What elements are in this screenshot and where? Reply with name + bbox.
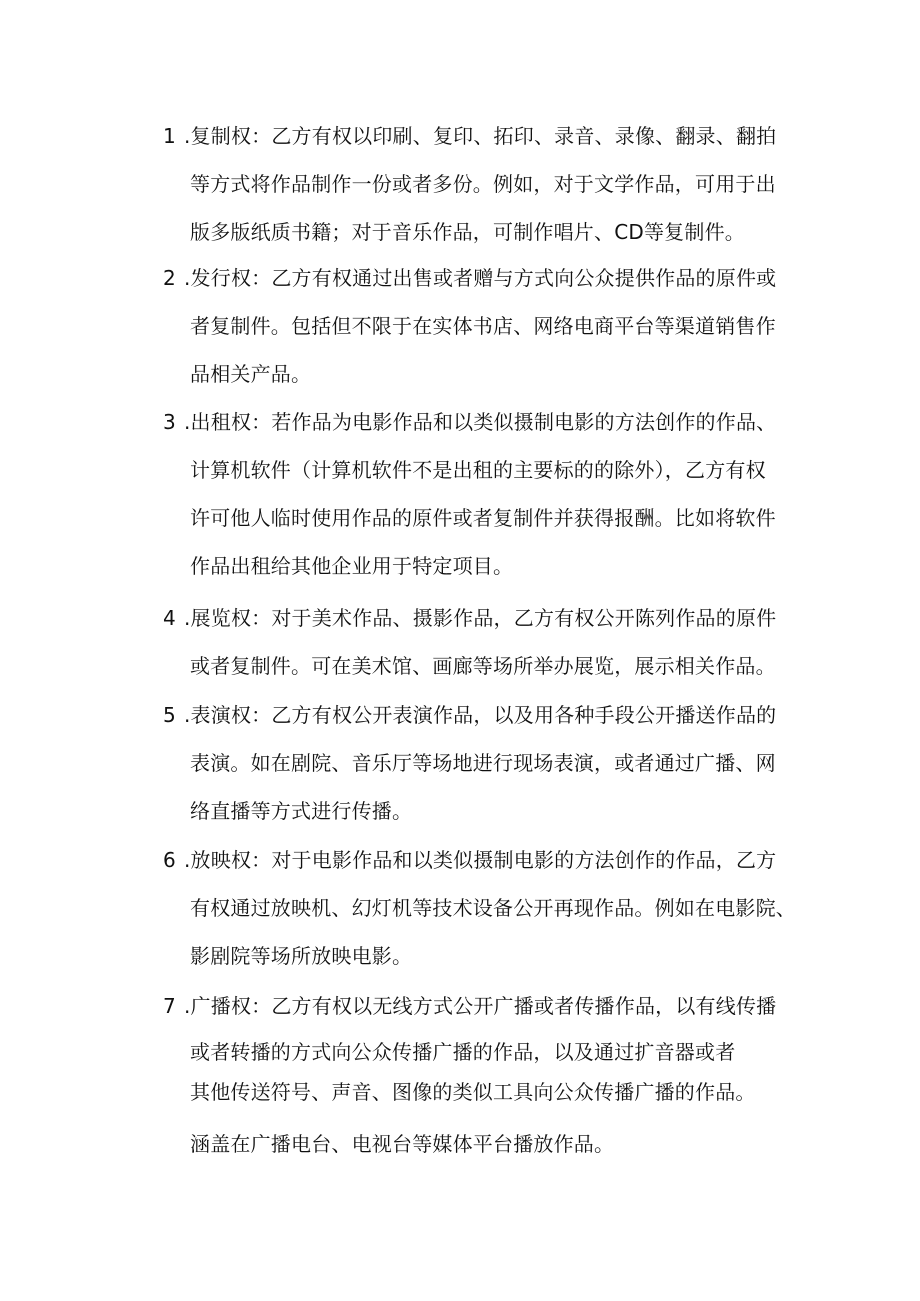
item-line: 影剧院等场所放映电影。: [190, 944, 413, 968]
item-number: 1: [163, 124, 176, 148]
item-line: 络直播等方式进行传播。: [190, 799, 413, 823]
item-line: 或者复制件。可在美术馆、画廊等场所举办展览，展示相关作品。: [190, 654, 776, 678]
item-line: 表演。如在剧院、音乐厅等场地进行现场表演，或者通过广播、网: [190, 751, 776, 775]
item-line: .广播权：乙方有权以无线方式公开广播或者传播作品，以有线传播: [184, 994, 777, 1018]
item-line: 或者转播的方式向公众传播广播的作品，以及通过扩音器或者: [190, 1040, 736, 1064]
item-number: 7: [163, 994, 176, 1018]
item-line: .复制权：乙方有权以印刷、复印、拓印、录音、录像、翻录、翻拍: [184, 124, 777, 148]
item-line: .展览权：对于美术作品、摄影作品，乙方有权公开陈列作品的原件: [184, 606, 777, 630]
item-line: 品相关产品。: [190, 362, 312, 386]
item-line: 计算机软件（计算机软件不是出租的主要标的的除外），乙方有权: [190, 458, 766, 482]
item-line: 许可他人临时使用作品的原件或者复制件并获得报酬。比如将软件: [190, 506, 776, 530]
item-line: .放映权：对于电影作品和以类似摄制电影的方法创作的作品，乙方: [184, 848, 777, 872]
item-number: 3: [163, 410, 176, 434]
item-number: 2: [163, 266, 176, 290]
item-line: 者复制件。包括但不限于在实体书店、网络电商平台等渠道销售作: [190, 314, 776, 338]
item-line: .表演权：乙方有权公开表演作品，以及用各种手段公开播送作品的: [184, 703, 777, 727]
item-number: 6: [163, 848, 176, 872]
item-line: 涵盖在广播电台、电视台等媒体平台播放作品。: [190, 1132, 615, 1156]
item-line: 其他传送符号、声音、图像的类似工具向公众传播广播的作品。: [190, 1080, 756, 1104]
item-line: 等方式将作品制作一份或者多份。例如，对于文学作品，可用于出: [190, 172, 776, 196]
item-line: 作品出租给其他企业用于特定项目。: [190, 554, 514, 578]
item-number: 4: [163, 606, 176, 630]
item-number: 5: [163, 703, 176, 727]
item-line: 有权通过放映机、幻灯机等技术设备公开再现作品。例如在电影院、: [190, 896, 796, 920]
item-line: 版多版纸质书籍；对于音乐作品，可制作唱片、CD等复制件。: [190, 220, 745, 244]
item-line: .发行权：乙方有权通过出售或者赠与方式向公众提供作品的原件或: [184, 266, 777, 290]
item-line: .出租权：若作品为电影作品和以类似摄制电影的方法创作的作品、: [184, 410, 777, 434]
